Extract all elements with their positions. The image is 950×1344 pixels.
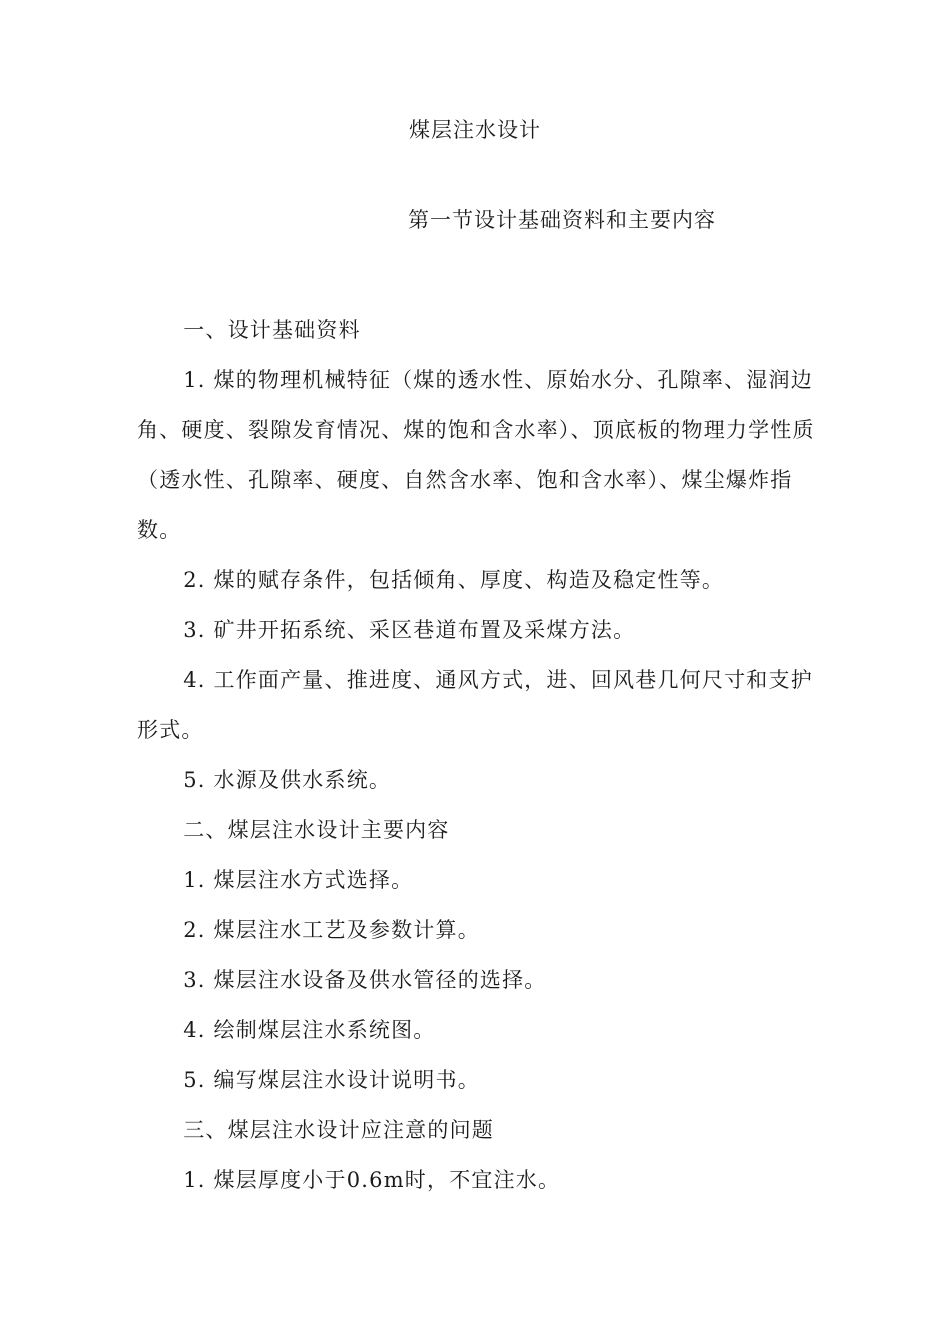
heading-main-content: 二、煤层注水设计主要内容 — [183, 818, 450, 842]
paragraph-issue-1: 1. 煤层厚度小于0.6m时，不宜注水。 — [183, 1168, 561, 1192]
paragraph-basis-4: 4. 工作面产量、推进度、通风方式，进、回风巷几何尺寸和支护形式。 — [137, 668, 813, 742]
heading-issues: 三、煤层注水设计应注意的问题 — [183, 1118, 494, 1142]
document-body — [137, 305, 819, 1205]
paragraph-content-5: 5. 编写煤层注水设计说明书。 — [183, 1068, 480, 1092]
paragraph-content-2: 2. 煤层注水工艺及参数计算。 — [183, 918, 480, 942]
paragraph-content-1: 1. 煤层注水方式选择。 — [183, 868, 414, 892]
paragraph-basis-1: 1. 煤的物理机械特征（煤的透水性、原始水分、孔隙率、湿润边角、硬度、裂隙发育情况、煤的饱和含水率）、顶底板的物理力学性质（透水性、孔隙率、硬度、自然含水率、饱和含水率）、煤尘爆炸指数。 — [137, 368, 815, 542]
paragraph-basis-5: 5. 水源及供水系统。 — [183, 768, 392, 792]
paragraph-basis-3: 3. 矿井开拓系统、采区巷道布置及采煤方法。 — [183, 618, 636, 642]
document-title: 煤层注水设计 — [409, 118, 541, 142]
paragraph-content-3: 3. 煤层注水设备及供水管径的选择。 — [183, 968, 547, 992]
section-title: 第一节设计基础资料和主要内容 — [408, 208, 716, 232]
paragraph-basis-2: 2. 煤的赋存条件，包括倾角、厚度、构造及稳定性等。 — [183, 568, 725, 592]
paragraph-content-4: 4. 绘制煤层注水系统图。 — [183, 1018, 436, 1042]
heading-design-basis: 一、设计基础资料 — [183, 318, 361, 342]
